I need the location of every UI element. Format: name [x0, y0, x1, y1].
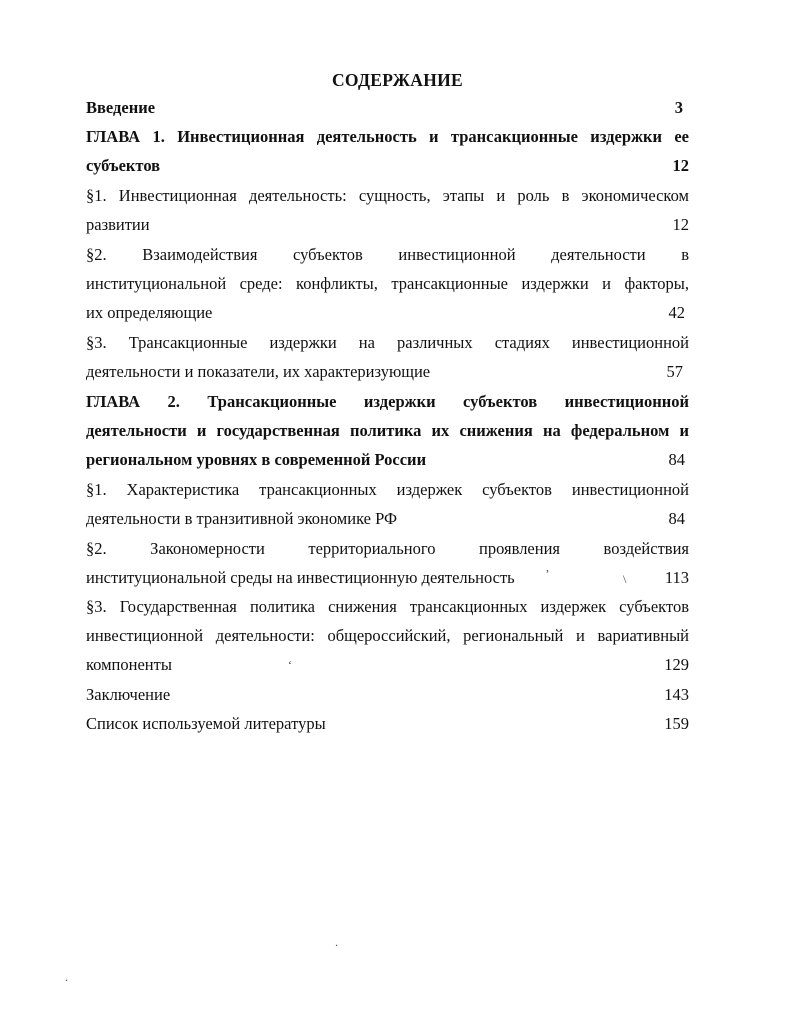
toc-entry-ch2-s2-line1: §2. Закономерности территориального проявления воздействия: [86, 539, 689, 558]
toc-entry-ch2-s1: [86, 507, 689, 531]
toc-entry-text: компоненты: [86, 655, 172, 674]
toc-title: СОДЕРЖАНИЕ: [331, 70, 463, 90]
toc-entry-chapter2-line2: деятельности и государственная политика их снижения на федеральном и: [86, 421, 689, 440]
toc-entry-chapter1-line1: ГЛАВА 1. Инвестиционная деятельность и трансакционные издержки ее: [86, 127, 689, 146]
toc-page-number: 159: [664, 714, 689, 733]
toc-entry-ch2-s1-line1: §1. Характеристика трансакционных издержек субъектов инвестиционной: [86, 480, 689, 499]
scan-speck: \: [623, 572, 627, 586]
toc-page-number: 143: [664, 685, 689, 704]
toc-page-number: 113: [664, 568, 689, 587]
scan-speck: .: [335, 935, 338, 949]
toc-page-number: 84: [668, 509, 685, 528]
toc-entry-ch2-s3-line2: инвестиционной деятельности: общероссийский, региональный и вариативный: [86, 626, 689, 645]
toc-page-number: 129: [664, 655, 689, 674]
toc-entry-ch2-s3-line1: §3. Государственная политика снижения трансакционных издержек субъектов: [86, 597, 689, 616]
scan-speck: ,: [546, 560, 549, 574]
scan-speck: ‘: [288, 658, 292, 672]
toc-entry-text: Заключение: [86, 685, 171, 704]
toc-entry-conclusion: [86, 683, 689, 707]
scan-speck: .: [65, 970, 68, 984]
toc-entry-bibliography: [86, 712, 689, 736]
toc-page-number: 57: [666, 362, 683, 381]
toc-entry-ch1-s1: [86, 213, 689, 237]
toc-entry-ch1-s2: [86, 301, 689, 325]
toc-page-number: 3: [674, 98, 683, 117]
toc-entry-text: региональном уровнях в современной России: [86, 450, 427, 469]
toc-entry-text: развитии: [86, 215, 150, 234]
toc-entry-chapter2: [86, 448, 689, 472]
toc-page-number: 12: [672, 156, 689, 175]
toc-entry-text: деятельности и показатели, их характеризующие: [86, 362, 431, 381]
toc-entry-text: Список используемой литературы: [86, 714, 326, 733]
toc-entry-ch2-s3: [86, 653, 689, 677]
toc-entry-ch1-s3-line1: §3. Трансакционные издержки на различных стадиях инвестиционной: [86, 333, 689, 352]
toc-page-number: 42: [668, 303, 685, 322]
toc-entry-text: деятельности в транзитивной экономике РФ: [86, 509, 398, 528]
toc-entry-chapter1: [86, 154, 689, 178]
toc-entry-text: Введение: [86, 98, 156, 117]
toc-entry-text: институциональной среды на инвестиционную деятельность: [86, 568, 515, 587]
toc-entry-ch1-s2-line2: институциональной среде: конфликты, трансакционные издержки и факторы,: [86, 274, 689, 293]
toc-entry-text: субъектов: [86, 156, 161, 175]
toc-page-number: 12: [672, 215, 689, 234]
toc-entry-ch1-s1-line1: §1. Инвестиционная деятельность: сущность, этапы и роль в экономическом: [86, 186, 689, 205]
toc-entry-ch1-s2-line1: §2. Взаимодействия субъектов инвестиционной деятельности в: [86, 245, 689, 264]
toc-entry-ch2-s2: [86, 566, 689, 590]
toc-entry-ch1-s3: [86, 360, 689, 384]
toc-entry-chapter2-line1: ГЛАВА 2. Трансакционные издержки субъектов инвестиционной: [86, 392, 689, 411]
toc-page-number: 84: [668, 450, 685, 469]
toc-entry-text: их определяющие: [86, 303, 213, 322]
toc-entry-intro: [86, 96, 689, 120]
